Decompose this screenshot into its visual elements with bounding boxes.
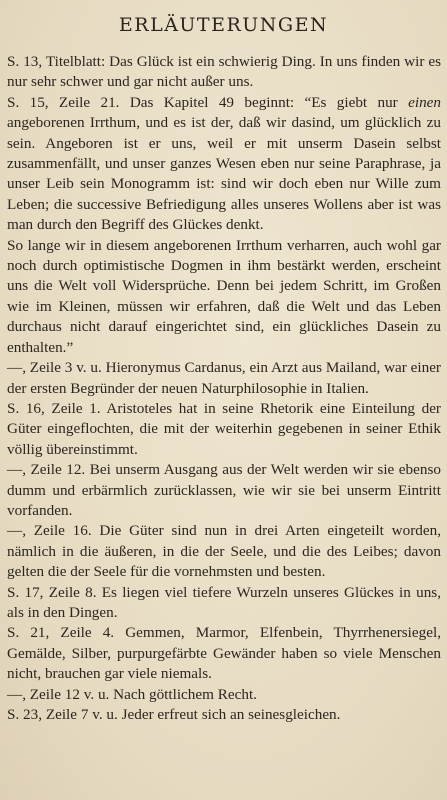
annotation-entry: S. 23, Zeile 7 v. u. Jeder erfreut sich an seinesgleichen. [7,706,341,723]
annotation-entry: S. 21, Zeile 4. Gemmen, Marmor, Elfenbein, Thyrrhenersiegel, Gemälde, Silber, purpurgefärbte Gewänder haben so viele Menschen nicht, brauchen gar viele niemals. [7,624,441,683]
annotation-entry: So lange wir in diesem angeborenen Irrthum verharren, auch wohl gar noch durch optimistische Dogmen in ihm bestärkt werden, erscheint uns die Welt voll Widersprüche. Denn bei jedem Schritt, im Großen wie im Kleinen, müssen wir erfahren, daß die Welt und das Leben durchaus nicht darauf eingerichtet sind, ein glückliches Dasein zu enthalten.” [7,236,441,356]
annotations-text [7,52,441,725]
annotation-entry: S. 13, Titelblatt: Das Glück ist ein schwierig Ding. In uns finden wir es nur sehr schwer und gar nicht außer uns. [7,53,441,91]
annotation-entry [7,93,441,236]
annotation-entry: S. 16, Zeile 1. Aristoteles hat in seine Rhetorik eine Einteilung der Güter eingeflochten, die mit der weiterhin gegebenen in seiner Ethik völlig übereinstimmt. [7,399,441,458]
emphasized-word: einen [408,93,441,111]
annotation-entry: S. 17, Zeile 8. Es liegen viel tiefere Wurzeln unseres Glückes in uns, als in den Dingen. [7,583,441,621]
annotation-text: angeborenen Irrthum, und es ist der, daß wir dasind, um glücklich zu sein. Angeboren ist er uns, weil er mit unserm Dasein selbst zusammenfällt, und unser ganzes Wesen eben nur seine Paraphrase, ja unser Leib sein Monogramm ist: sind wir doch eben nur Wille zum Leben; die successive Befriedigung alles unseres Wollens aber ist was man durch den Begriff des Glückes denkt. [7,114,441,234]
annotation-entry: —, Zeile 12 v. u. Nach göttlichem Recht. [7,685,257,703]
annotation-text: S. 15, Zeile 21. Das Kapitel 49 beginnt: “Es giebt nur [7,93,409,111]
page-heading: ERLÄUTERUNGEN [118,14,329,36]
annotation-entry: —, Zeile 12. Bei unserm Ausgang aus der Welt werden wir sie ebenso dumm und erbärmlich zurücklassen, wie wir sie bei unserm Eintritt vorfanden. [7,461,441,519]
annotation-entry: —, Zeile 16. Die Güter sind nun in drei Arten eingeteilt worden, nämlich in die äußeren, in die der Seele, und die des Leibes; davon gelten die der Seele für die vornehmsten und besten. [7,522,441,581]
annotation-entry: —, Zeile 3 v. u. Hieronymus Cardanus, ein Arzt aus Mailand, war einer der ersten Begründer der neuen Naturphilosophie in Italien. [7,359,441,397]
